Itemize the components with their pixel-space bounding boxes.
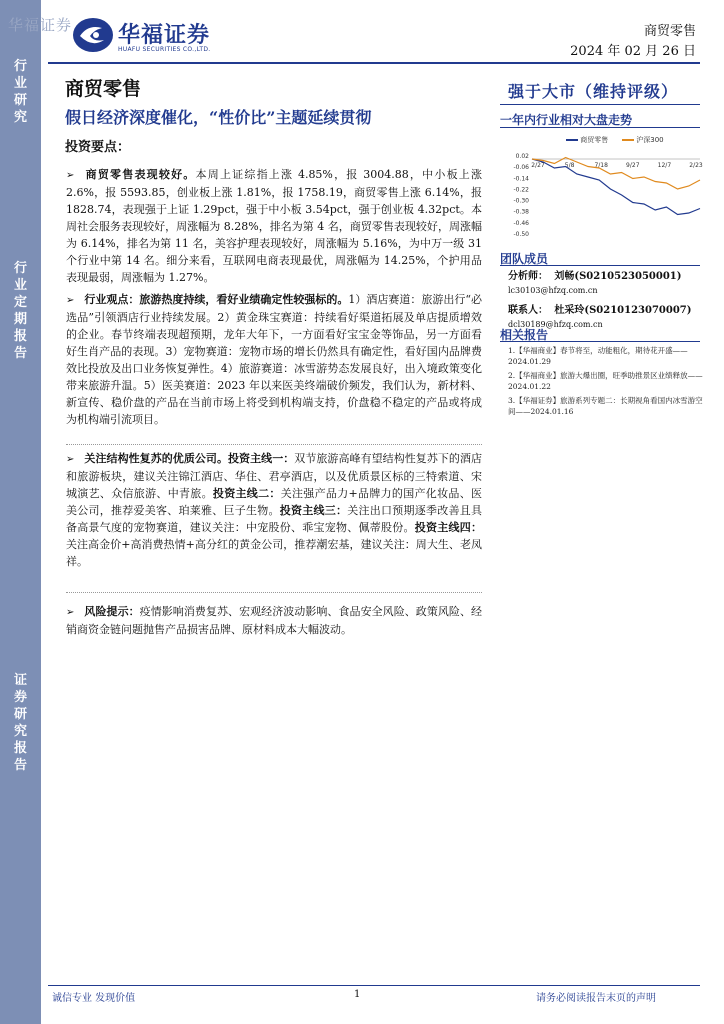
y-tick-label: 0.02 — [515, 153, 529, 160]
paragraph-investment-lines: ➢ 关注结构性复苏的优质公司。投资主线一：双节旅游高峰有望结构性复苏下的酒店和旅游板块，建议关注锦江酒店、华住、君亭酒店，以及优质景区标的三特索道、宋城演艺、众信旅游、中青旅。投资主线二：关注强产品力+品牌力的国产化妆品、医美公司，推荐爱美客、珀莱雅、巨子生物。投资主线三：关注出口预期逐季改善且具备高景气度的宠物赛道，建议关注：中宠股份、乖宝宠物、佩蒂股份。投资主线四：关注高金价+高消费热情+高分红的黄金公司，推荐潮宏基，建议关注：周大生、老凤祥。 — [66, 452, 483, 568]
x-tick-label: 9/27 — [626, 162, 640, 169]
chart-legend-hs300: 沪深300 — [622, 135, 664, 145]
related-title: 相关报告 — [500, 328, 549, 342]
y-tick-label: -0.46 — [513, 219, 529, 227]
watermark: 华福证券 — [8, 16, 73, 34]
footer-disclaimer: 请务必阅读报告末页的声明 — [536, 993, 656, 1004]
section-divider — [66, 444, 482, 445]
header-category: 商贸零售 — [643, 24, 696, 39]
related-report-item[interactable]: 2.【华福商业】旅游大爆出圈，旺季助推景区业绩释放——2024.01.22 — [508, 371, 703, 391]
section-divider — [66, 592, 482, 593]
x-tick-label: 5/8 — [564, 162, 575, 169]
x-tick-label: 7/18 — [594, 162, 608, 169]
header-meta — [570, 22, 696, 62]
key-points-title: 投资要点： — [65, 140, 131, 155]
rating: 强于大市（维持评级） — [508, 82, 679, 101]
logo-name-cn: 华福证券 — [118, 23, 211, 48]
rating-divider — [500, 104, 700, 105]
header-divider — [48, 62, 700, 64]
y-tick-label: -0.14 — [513, 175, 529, 183]
series-line-hs300 — [532, 158, 700, 190]
sidebar — [0, 0, 41, 1024]
arrow-bullet-icon: ➢ — [66, 170, 75, 181]
team-title: 团队成员 — [500, 252, 549, 266]
paragraph-industry-view: ➢ 行业观点：旅游热度持续，看好业绩确定性较强标的。1）酒店赛道：旅游出行“必选品”引领酒店行业持续发展。2）黄金珠宝赛道：持续看好渠道拓展及单店提质增效的企业。春节终端表现超预期，龙年大年下，一方面看好宝宝金等饰品，另一方面看好生肖产品的表现。3）宠物赛道：宠物市场的增长仍然具有确定性，看好国内品牌费效比投放及出口业务恢复弹性。4）旅游赛道：冰雪游势态发展良好，出入境政策变化带来旅游升温。5）医美赛道：2023 年以来医美终端破价频发，我们认为，新材料、新宣传、稳价盘的产品在当前市场上将受到机构端支持，价盘稳不稳定的产品或将成为机构端引流项目。 — [66, 293, 483, 426]
contact-email[interactable]: dcl30189@hfzq.com.cn — [508, 320, 603, 329]
x-tick-label: 12/7 — [657, 162, 672, 169]
paragraph-risk: ➢ 风险提示：疫情影响消费复苏、宏观经济波动影响、食品安全风险、政策风险、经销商资金链问题抛售产品损害品牌、原材料成本大幅波动。 — [66, 605, 483, 636]
y-tick-label: -0.50 — [513, 231, 529, 238]
huafu-logo-icon — [72, 16, 114, 54]
y-tick-label: -0.38 — [513, 208, 529, 216]
y-tick-label: -0.30 — [513, 197, 529, 205]
x-tick-label: 2/23 — [689, 162, 703, 169]
series-line-retail — [532, 159, 700, 215]
footer-divider — [48, 985, 700, 986]
related-reports-list — [508, 346, 704, 421]
sidebar-label-industry-research: 行 业 研 究 — [13, 59, 27, 125]
paragraph-market-performance: ➢ 商贸零售表现较好。本周上证综指上涨 4.85%，报 3004.88，中小板上涨 2.6%，报 5593.85，创业板上涨 1.81%，报 1758.19，商贸零售上涨 6.14%，报 1828.74，表现强于上证 1.29pct，强于中小板 3.54pct，强于创业板 4.32pct。本周社会服务表现较好，周涨幅为 8.28%，排名为第 4 名，商贸零售表现较好，周涨幅为 6.14%，排名为第 11 名，美容护理表现较好，周涨幅为 5.16%，为中万一级 31 个行业中第 14 名。细分来看，互联网电商表现最优，周涨幅为 14.25%，个护用品表现最弱，周涨幅为 1.27%。 — [66, 168, 482, 284]
team-members: 分析师： 刘畅(S0210523050001) lc30103@hfzq.com.cn 联系人： 杜采玲(S0210123070007) dcl30189@hfzq.com.cn — [508, 270, 692, 332]
header-date: 2024 年 02 月 26 日 — [570, 44, 696, 59]
team-divider — [500, 265, 700, 266]
chart-title-divider — [500, 127, 700, 128]
sector-title: 商贸零售 — [65, 78, 142, 100]
sidebar-label-securities-report: 证 券 研 究 报 告 — [13, 673, 27, 773]
related-report-item[interactable]: 1.【华福商业】春节将至，动能粗化，期待花开盛——2024.01.29 — [508, 346, 688, 366]
relative-performance-chart — [500, 130, 708, 242]
page-number: 1 — [354, 989, 361, 1000]
arrow-bullet-icon: ➢ — [66, 454, 75, 465]
related-divider — [500, 341, 700, 342]
y-tick-label: -0.06 — [513, 164, 529, 172]
chart-legend-retail: 商贸零售 — [566, 135, 608, 145]
y-tick-label: -0.22 — [513, 186, 529, 194]
sidebar-label-periodic-report: 行 业 定 期 报 告 — [13, 261, 27, 361]
related-report-item[interactable]: 3.【华福证券】旅游系列专题二：长期视角看国内冰雪游空间——2024.01.16 — [508, 396, 703, 416]
analyst-email[interactable]: lc30103@hfzq.com.cn — [508, 286, 598, 295]
chart-title: 一年内行业相对大盘走势 — [500, 113, 633, 127]
x-tick-label: 2/27 — [531, 162, 545, 169]
logo-name-en: HUAFU SECURITIES CO.,LTD. — [118, 46, 211, 53]
arrow-bullet-icon: ➢ — [66, 607, 75, 618]
footer-slogan: 诚信专业 发现价值 — [52, 993, 136, 1004]
report-headline: 假日经济深度催化，“性价比”主题延续贯彻 — [65, 108, 372, 127]
arrow-bullet-icon: ➢ — [66, 295, 75, 306]
